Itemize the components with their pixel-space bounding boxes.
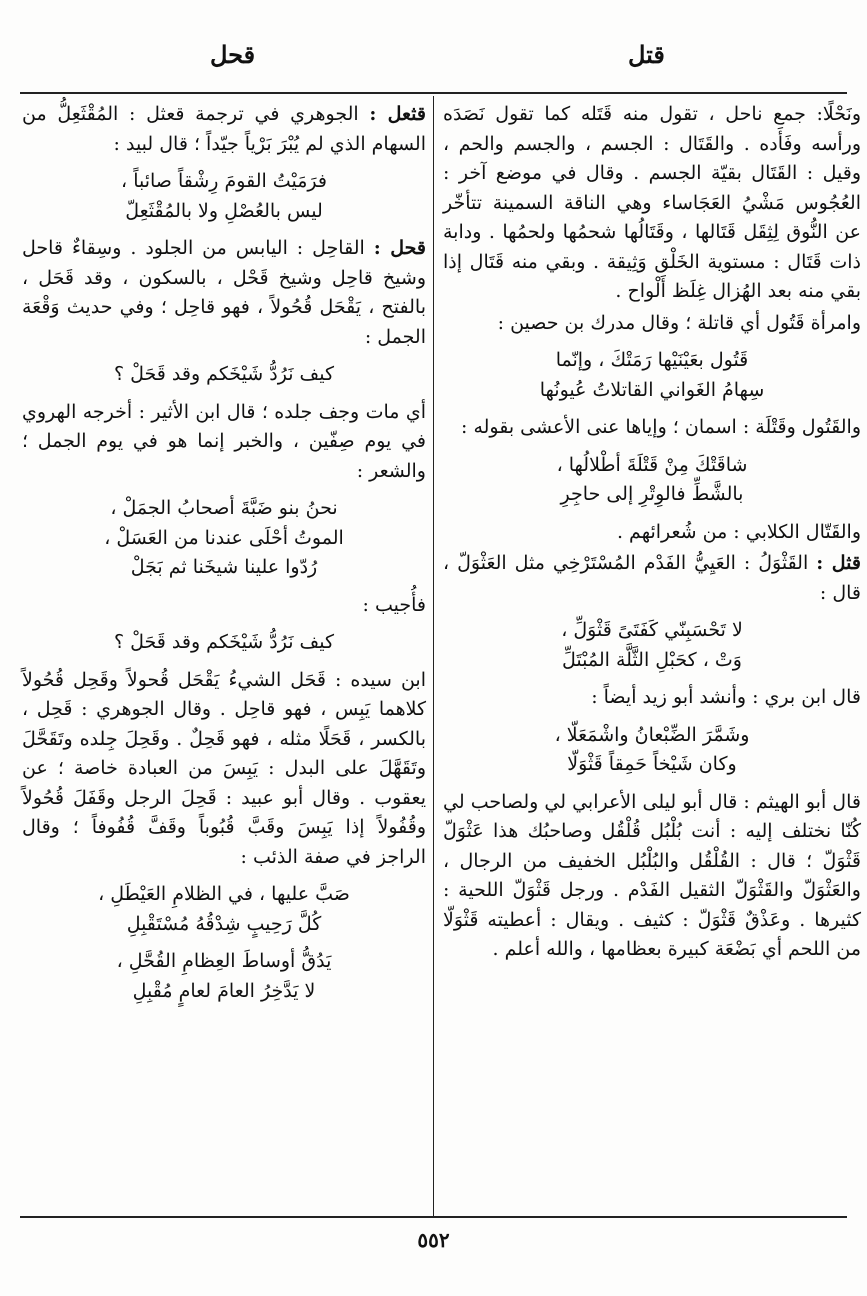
verse-block — [22, 167, 426, 226]
entry-headword: قحل : — [373, 237, 426, 259]
right-column — [443, 100, 861, 967]
page-header — [0, 40, 867, 80]
verse-line: قَتُول بعَيْنَيْها رَمَتْكَ ، وإنّما — [555, 349, 749, 371]
verse-block — [443, 616, 861, 675]
verse-block — [22, 628, 426, 658]
paragraph: ابن سيده : قَحَل الشيءُ يَقْحَل قُحولاً وقَحِل قُحُولاً كلاهما يَبِس ، فهو قاحِل . وقال الجوهري : قَحِل ، بالكسر ، قَحَلًا مثله ، فهو قَحِلٌ . وقَحِلَ جِلده وتَقَحَّلَ وتَقَهَّلَ على البدل : يَبِسَ من العبادة خاصة ؛ عن يعقوب . وقال أبو عبيد : قَحِلَ الرجل وقَفَلَ قُحُولاً وقُفُولاً إذا يَبِسَ وقَبَّ قُبُوباً وقَفَّ قُفُوفاً ؛ وقال الراجز في صفة الذئب : — [22, 668, 426, 868]
verse-block — [443, 346, 861, 405]
verse-line: سِهامُ الغَواني القاتلاتُ عُيونُها — [539, 378, 765, 401]
verse-line: كيف نَرُدُّ شَيْخَكم وقد قَحَلْ ؟ — [114, 631, 334, 653]
verse-line: بالشَّطِّ فالوِتْرِ إلى حاجِرِ — [560, 483, 744, 505]
verse-line: كيف نَرُدُّ شَيْخَكم وقد قَحَلْ ؟ — [114, 363, 334, 385]
column-divider — [433, 96, 434, 1216]
paragraph: والقَتّال الكلابي : من شُعرائهم . — [616, 520, 861, 543]
paragraph: والقَتُول وقَتْلَة : اسمان ؛ وإياها عنى الأعشى بقوله : — [461, 416, 861, 438]
entry-headword: قثل : — [816, 552, 861, 574]
verse-line: رُدّوا علينا شيخَنا ثم بَجَلْ — [130, 556, 318, 578]
paragraph: قال ابن بري : وأنشد أبو زيد أيضاً : — [591, 686, 861, 708]
verse-line: الموتُ أحْلَى عندنا من العَسَلْ ، — [104, 526, 344, 549]
paragraph: وامرأة قَتُول أي قاتلة ؛ وقال مدرك بن حصين : — [497, 311, 861, 334]
verse-line: وكان شَيْخاً حَمِقاً قَثْوَلّا — [567, 753, 737, 775]
footer-rule — [20, 1216, 847, 1218]
verse-block — [22, 947, 426, 1006]
page-number: ٥٥٢ — [417, 1228, 450, 1252]
verse-line: فرَمَيْتُ القومَ رِشْقاً صائباً ، — [121, 170, 327, 192]
entry-paragraph — [22, 234, 426, 352]
entry-text: القَثْوَلُ : العَيِيُّ الفَدْم المُسْتَرْخِي مثل العَثْوَلّ ، قال : — [443, 552, 861, 604]
verse-line: يَدُقُّ أوساطَ العِظامِ القُحَّلِ ، — [116, 950, 332, 972]
verse-line: كُلَّ رَحِيبٍ شِدْقُهُ مُسْتَقْبِلِ — [126, 912, 322, 935]
entry-headword: قثعل : — [369, 103, 426, 125]
header-rule — [20, 92, 847, 94]
verse-line: لا يَدَّخِرُ العامَ لعامٍ مُقْبِلِ — [132, 979, 316, 1002]
verse-block — [443, 451, 861, 510]
verse-line: وَتْ ، كحَبْلِ الثَّلَّة المُبْتَلِّ — [562, 648, 742, 671]
entry-paragraph — [443, 549, 861, 608]
entry-paragraph — [22, 100, 426, 159]
header-right-keyword: قتل — [628, 40, 665, 69]
left-column — [22, 100, 426, 1014]
paragraph: أي مات وجف جلده ؛ قال ابن الأثير : أخرجه الهروي في يوم صِفّين ، والخبر إنما هو في يوم الجمل ؛ والشعر : — [22, 400, 426, 482]
entry-text: القاحِل : اليابس من الجلود . وسِقاءٌ قاحل وشيخ قاحِل وشيخ قَحْل ، بالسكون ، وقد قَحَل ، بالفتح ، يَقْحَل قُحُولاً ، فهو قاحِل ؛ وفي حديث وَقْعَة الجمل : — [22, 237, 426, 348]
verse-block — [22, 494, 426, 583]
verse-line: نحنُ بنو ضَبَّةَ أصحابُ الجمَلْ ، — [110, 497, 338, 519]
verse-line: شاقَتْكَ مِنْ قَتْلَةَ أطْلالُها ، — [556, 453, 748, 476]
verse-block — [22, 360, 426, 390]
entry-text: الجوهري في ترجمة قعثل : المُقْثَعِلُّ من السهام الذي لم يُبْرَ بَرْياً جيّداً ؛ قال لبيد : — [22, 103, 426, 155]
verse-block — [443, 721, 861, 780]
paragraph: فأُجيب : — [362, 593, 426, 616]
paragraph: ونَحْلًا: جمع ناحل ، تقول منه قَتَله كما تقول نَصَدَه ورأسه وفَأَده . والقَتَال : الجسم ، والجسم والحم ، وقيل : القَتَال بقيّة الجسم . وقال في موضع آخر : العُجُوس مَشْيُ العَجَاساء وهي الناقة السمينة تتأخّر عن النُّوق لِثِقَل قَتَالها ، وقَتَالُها شحمُها ولحمُها . ودابة ذات قَتَال : مستوية الخَلْق وَثِيقة . وبقي منه قَتَال إذا بقي منه بعد الهُزال غِلَظ أَلْواح . — [443, 103, 861, 302]
verse-line: وشَمَّرَ الضِّبْعانُ واشْمَعَلّا ، — [554, 723, 750, 746]
verse-line: لا تَحْسَبِنّي كَفَتَىً قَثْوَلِّ ، — [561, 619, 743, 641]
verse-line: صَبَّ عليها ، في الظلامِ العَيْطَلِ ، — [98, 883, 350, 905]
paragraph: قال أبو الهيثم : قال أبو ليلى الأعرابي لي ولصاحب لي كُنّا نختلف إليه : أنت بُلْبُل قُلْقُل وصاحبُك هذا عَثْوَلّ قَثْوَلّ ؛ قال : القُلْقُل والبُلْبُل الخفيف من الرجال ، والعَثْوَلّ والقَثْوَلّ الثقيل الفَدْم . ورجل قَثْوَلّ اللحية : كثيرها . وعَذْقٌ قَثْوَلّ : كثيف . ويقال : أعطيته قَثْوَلّا من اللحم أي بَضْعَة كبيرة بعظامها ، والله أعلم . — [443, 790, 861, 960]
header-left-keyword: قحل — [210, 40, 256, 69]
verse-line: ليس بالعُصْلِ ولا بالمُقْثَعِلّ — [125, 199, 323, 222]
verse-block — [22, 880, 426, 939]
